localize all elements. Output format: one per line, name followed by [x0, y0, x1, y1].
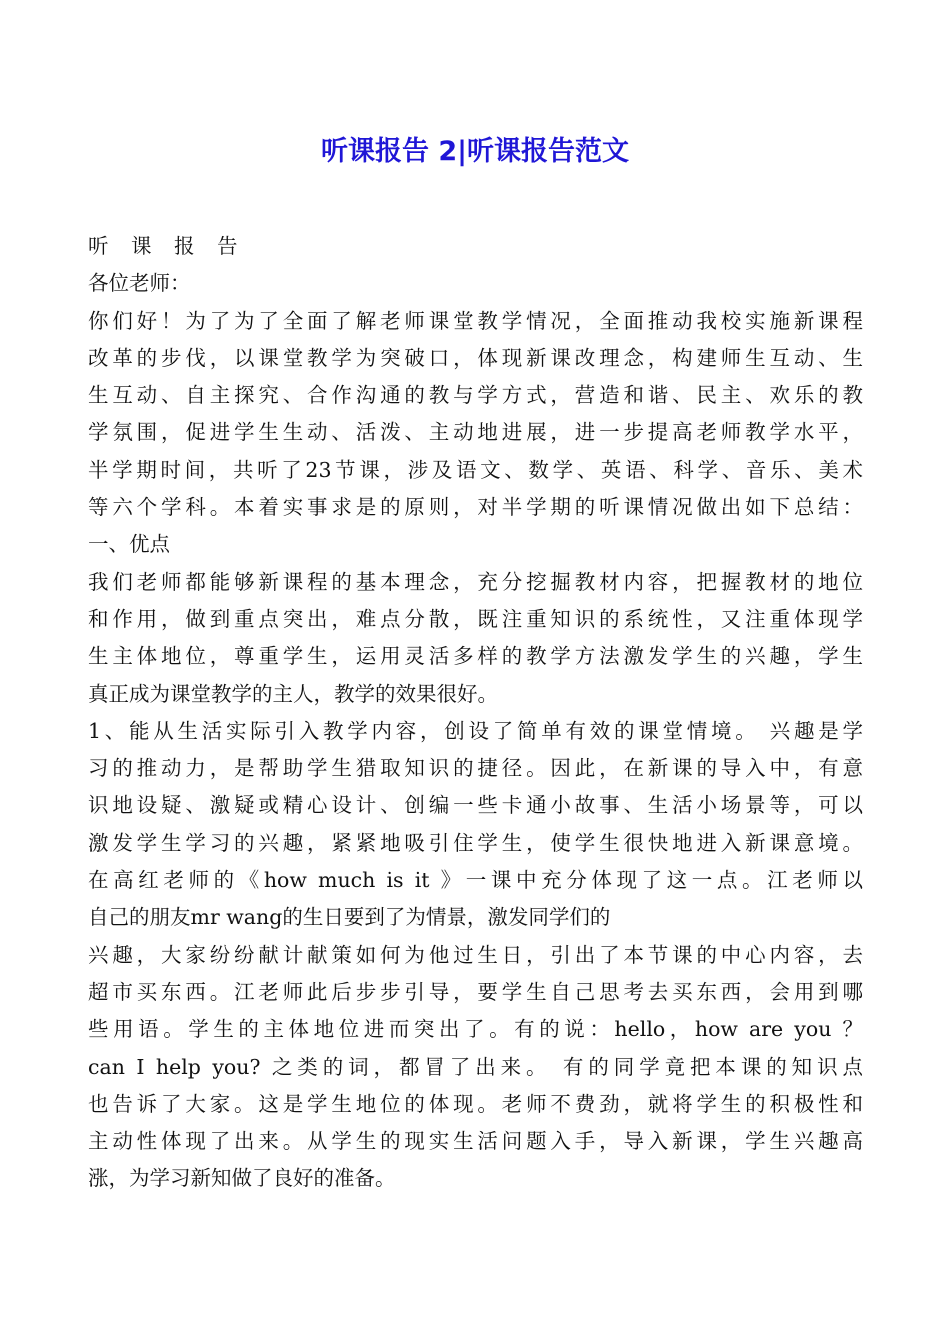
- text-line: 生主体地位，尊重学生，运用灵活多样的教学方法激发学生的兴趣，学生: [88, 644, 863, 669]
- text-line: 也告诉了大家。这是学生地位的体现。老师不费劲，就将学生的积极性和: [88, 1091, 863, 1116]
- text-line: 学氛围，促进学生生动、活泼、主动地进展，进一步提高老师教学水平，: [88, 420, 863, 445]
- text-line: 习的推动力，是帮助学生猎取知识的捷径。因此，在新课的导入中，有意: [88, 756, 863, 781]
- text-line: 激发学生学习的兴趣，紧紧地吸引住学生，使学生很快地进入新课意境。: [88, 830, 863, 855]
- text-line: 我们老师都能够新课程的基本理念，充分挖掘教材内容，把握教材的地位: [88, 569, 863, 594]
- salutation: 各位老师：: [88, 271, 191, 296]
- text-line: 兴趣，大家纷纷献计献策如何为他过生日，引出了本节课的中心内容，去: [88, 942, 863, 967]
- text-line: 超市买东西。江老师此后步步引导，要学生自己思考去买东西，会用到哪: [88, 979, 863, 1004]
- text-line: 些用语。学生的主体地位进而突出了。有的说：hello，how are you ？: [88, 1017, 863, 1042]
- text-line: can I help you? 之类的词，都冒了出来。 有的同学竟把本课的知识点: [88, 1054, 863, 1079]
- text-line: 涨，为学习新知做了良好的准备。: [88, 1166, 396, 1191]
- text-line: 一、优点: [88, 532, 170, 557]
- text-line: 等六个学科。本着实事求是的原则，对半学期的听课情况做出如下总结：: [88, 495, 863, 520]
- document-body: [88, 228, 863, 1198]
- text-line: 在高红老师的《how much is it 》一课中充分体现了这一点。江老师以: [88, 868, 863, 893]
- report-heading: 听 课 报 告: [88, 234, 246, 258]
- text-line: 改革的步伐，以课堂教学为突破口，体现新课改理念，构建师生互动、生: [88, 345, 863, 370]
- text-line: 识地设疑、激疑或精心设计、创编一些卡通小故事、生活小场景等，可以: [88, 793, 863, 818]
- text-line: 半学期时间，共听了23节课，涉及语文、数学、英语、科学、音乐、美术: [88, 457, 863, 482]
- text-line: 真正成为课堂教学的主人，教学的效果很好。: [88, 681, 498, 706]
- text-line: 主动性体现了出来。从学生的现实生活问题入手，导入新课，学生兴趣高: [88, 1129, 863, 1154]
- text-line: 1、能从生活实际引入教学内容，创设了简单有效的课堂情境。 兴趣是学: [88, 718, 863, 743]
- text-line: 你们好！为了为了全面了解老师课堂教学情况，全面推动我校实施新课程: [88, 308, 863, 333]
- text-line: 和作用，做到重点突出，难点分散，既注重知识的系统性，又注重体现学: [88, 606, 863, 631]
- document-title: 听课报告 2|听课报告范文: [320, 136, 630, 167]
- text-line: 自己的朋友mr wang的生日要到了为情景，激发同学们的: [88, 905, 611, 930]
- text-line: 生互动、自主探究、合作沟通的教与学方式，营造和谐、民主、欢乐的教: [88, 383, 863, 408]
